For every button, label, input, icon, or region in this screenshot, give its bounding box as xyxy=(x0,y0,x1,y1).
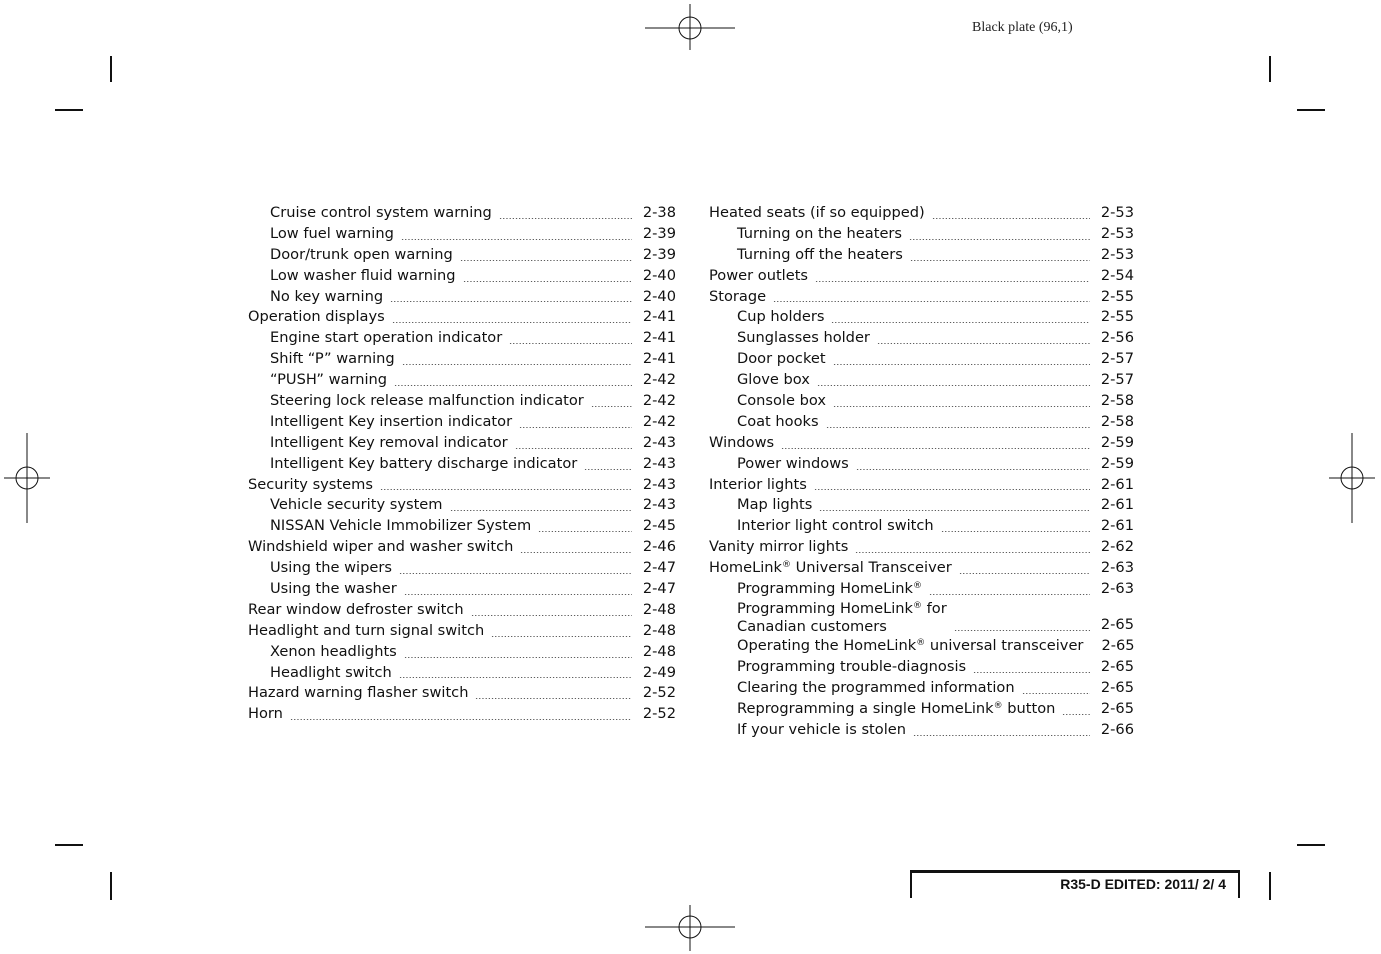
toc-entry-title: Interior lights xyxy=(709,475,807,493)
toc-page-number: 2-55 xyxy=(1100,308,1134,326)
toc-entry[interactable] xyxy=(248,704,676,725)
registration-mark-icon xyxy=(645,905,735,951)
toc-page-number: 2-52 xyxy=(642,705,676,723)
toc-page-number: 2-65 xyxy=(1101,637,1135,655)
toc-entry[interactable] xyxy=(709,245,1134,266)
toc-entry-title: NISSAN Vehicle Immobilizer System xyxy=(270,517,532,535)
toc-entry[interactable] xyxy=(248,307,676,328)
toc-entry[interactable] xyxy=(709,328,1134,349)
dot-leader xyxy=(833,364,1090,365)
dot-leader xyxy=(954,630,1090,631)
toc-entry-title: Using the washer xyxy=(270,580,397,598)
toc-page-number: 2-43 xyxy=(642,496,676,514)
toc-page-number: 2-48 xyxy=(642,600,676,618)
dot-leader xyxy=(959,573,1090,574)
dot-leader xyxy=(833,406,1090,407)
toc-entry[interactable] xyxy=(248,621,676,642)
toc-entry[interactable] xyxy=(709,287,1134,308)
toc-entry-title: Operation displays xyxy=(248,308,385,326)
crop-mark xyxy=(110,56,112,82)
dot-leader xyxy=(584,469,632,470)
toc-entry[interactable] xyxy=(248,579,676,600)
toc-entry-title: Security systems xyxy=(248,475,373,493)
dot-leader xyxy=(399,573,632,574)
toc-entry-title: Hazard warning flasher switch xyxy=(248,684,469,702)
crop-mark xyxy=(1269,872,1271,900)
toc-right-column xyxy=(709,203,1134,741)
toc-entry[interactable] xyxy=(709,657,1134,678)
toc-entry[interactable] xyxy=(248,516,676,537)
toc-page-number: 2-63 xyxy=(1100,580,1134,598)
dot-leader xyxy=(1062,714,1090,715)
crop-mark xyxy=(1297,844,1325,846)
toc-page-number: 2-65 xyxy=(1100,679,1134,697)
dot-leader xyxy=(520,552,631,553)
toc-entry-title: Steering lock release malfunction indicator xyxy=(270,392,584,410)
toc-entry[interactable] xyxy=(709,307,1134,328)
toc-entry-title: Vanity mirror lights xyxy=(709,538,849,556)
toc-entry-title: Windows xyxy=(709,433,775,451)
toc-entry[interactable] xyxy=(248,245,676,266)
dot-leader xyxy=(475,698,631,699)
toc-entry-title: Power outlets xyxy=(709,266,809,284)
dot-leader xyxy=(1022,693,1090,694)
toc-page-number: 2-54 xyxy=(1100,266,1134,284)
toc-entry[interactable] xyxy=(709,495,1134,516)
edit-stamp: R35-D EDITED: 2011/ 2/ 4 xyxy=(910,870,1240,898)
toc-page-number: 2-46 xyxy=(642,538,676,556)
toc-page-number: 2-41 xyxy=(642,350,676,368)
toc-page-number: 2-59 xyxy=(1100,433,1134,451)
toc-entry[interactable] xyxy=(248,224,676,245)
toc-entry-title: Intelligent Key removal indicator xyxy=(270,433,508,451)
toc-entry[interactable] xyxy=(709,370,1134,391)
toc-page-number: 2-65 xyxy=(1100,700,1134,717)
toc-page-number: 2-45 xyxy=(642,517,676,535)
toc-page-number: 2-65 xyxy=(1100,658,1134,676)
toc-page-number: 2-43 xyxy=(642,433,676,451)
dot-leader xyxy=(399,677,632,678)
toc-entry[interactable] xyxy=(248,287,676,308)
registration-mark-icon xyxy=(1329,433,1375,523)
dot-leader xyxy=(855,552,1090,553)
dot-leader xyxy=(538,531,632,532)
dot-leader xyxy=(856,469,1090,470)
toc-page-number: 2-62 xyxy=(1100,538,1134,556)
toc-entry-title: Sunglasses holder xyxy=(737,329,870,347)
toc-entry[interactable] xyxy=(709,558,1134,579)
toc-entry[interactable] xyxy=(248,203,676,224)
toc-entry[interactable] xyxy=(248,495,676,516)
toc-page-number: 2-43 xyxy=(642,454,676,472)
dot-leader xyxy=(404,657,632,658)
toc-page-number: 2-57 xyxy=(1100,350,1134,368)
dot-leader xyxy=(463,281,632,282)
toc-entry[interactable] xyxy=(248,537,676,558)
toc-entry-title: Cruise control system warning xyxy=(270,204,492,221)
toc-entry[interactable] xyxy=(248,370,676,391)
toc-entry-title: Rear window defroster switch xyxy=(248,600,464,618)
dot-leader xyxy=(909,239,1090,240)
dot-leader xyxy=(773,301,1090,302)
dot-leader xyxy=(913,735,1090,736)
toc-entry-title: Power windows xyxy=(737,454,849,472)
toc-entry-title: Shift “P” warning xyxy=(270,350,395,368)
toc-entry-title: Reprogramming a single HomeLink® button xyxy=(737,700,1056,717)
toc-page-number: 2-41 xyxy=(642,329,676,347)
toc-entry[interactable] xyxy=(709,454,1134,475)
dot-leader xyxy=(781,448,1090,449)
toc-left-column xyxy=(248,203,676,725)
toc-page-number: 2-49 xyxy=(642,663,676,681)
crop-mark xyxy=(55,109,83,111)
toc-entry-title: Storage xyxy=(709,287,767,305)
toc-entry[interactable] xyxy=(709,224,1134,245)
crop-mark xyxy=(55,844,83,846)
toc-page-number: 2-66 xyxy=(1100,720,1134,738)
toc-entry-title: Xenon headlights xyxy=(270,642,397,660)
toc-entry[interactable] xyxy=(248,475,676,496)
dot-leader xyxy=(819,510,1089,511)
toc-entry-title: Interior light control switch xyxy=(737,517,934,535)
dot-leader xyxy=(380,489,632,490)
toc-entry-title: Console box xyxy=(737,392,826,410)
toc-page-number: 2-57 xyxy=(1100,371,1134,389)
toc-page-number: 2-47 xyxy=(642,580,676,598)
dot-leader xyxy=(826,427,1090,428)
toc-entry[interactable] xyxy=(248,349,676,370)
toc-entry[interactable] xyxy=(248,433,676,454)
dot-leader xyxy=(815,281,1090,282)
toc-entry[interactable] xyxy=(248,558,676,579)
toc-entry[interactable] xyxy=(248,412,676,433)
toc-entry-title: Programming HomeLink® xyxy=(737,580,922,598)
toc-entry-title: Door/trunk open warning xyxy=(270,245,453,263)
toc-entry-title: Horn xyxy=(248,705,283,723)
toc-entry-title: Vehicle security system xyxy=(270,496,443,514)
toc-page-number: 2-53 xyxy=(1100,245,1134,263)
toc-page-number: 2-39 xyxy=(642,224,676,242)
toc-entry-title: Windshield wiper and washer switch xyxy=(248,538,514,556)
dot-leader xyxy=(402,364,632,365)
toc-entry[interactable] xyxy=(248,642,676,663)
toc-entry[interactable] xyxy=(248,454,676,475)
dot-leader xyxy=(932,218,1090,219)
toc-page-number: 2-61 xyxy=(1100,517,1134,535)
toc-entry[interactable] xyxy=(709,391,1134,412)
toc-page-number: 2-59 xyxy=(1100,454,1134,472)
toc-entry[interactable] xyxy=(248,391,676,412)
toc-entry[interactable] xyxy=(248,600,676,621)
registration-mark-icon xyxy=(4,433,50,523)
dot-leader xyxy=(404,594,632,595)
dot-leader xyxy=(831,322,1089,323)
toc-page-number: 2-55 xyxy=(1100,287,1134,305)
dot-leader xyxy=(390,301,632,302)
toc-entry-title: Programming trouble-diagnosis xyxy=(737,658,967,676)
toc-entry-title: Cup holders xyxy=(737,308,825,326)
toc-page-number: 2-56 xyxy=(1100,329,1134,347)
toc-entry-title: Turning off the heaters xyxy=(737,245,903,263)
toc-entry-title: Heated seats (if so equipped) xyxy=(709,204,925,221)
toc-page-number: 2-48 xyxy=(642,621,676,639)
toc-entry-title: “PUSH” warning xyxy=(270,371,388,389)
crop-mark xyxy=(1269,56,1271,82)
dot-leader xyxy=(499,218,632,219)
toc-page-number: 2-42 xyxy=(642,412,676,430)
dot-leader xyxy=(941,531,1090,532)
dot-leader xyxy=(877,343,1090,344)
toc-entry[interactable] xyxy=(248,663,676,684)
toc-page-number: 2-39 xyxy=(642,245,676,263)
toc-entry-title: If your vehicle is stolen xyxy=(737,720,906,738)
toc-entry-title: Intelligent Key insertion indicator xyxy=(270,412,513,430)
toc-entry-title: Glove box xyxy=(737,371,810,389)
dot-leader xyxy=(973,672,1090,673)
toc-page-number: 2-58 xyxy=(1100,412,1134,430)
dot-leader xyxy=(394,385,632,386)
toc-entry-title: Coat hooks xyxy=(737,412,819,430)
toc-entry[interactable] xyxy=(709,433,1134,454)
toc-entry-title: Operating the HomeLink® universal transceiver xyxy=(737,637,1084,655)
dot-leader xyxy=(929,594,1090,595)
toc-entry-title: Map lights xyxy=(737,496,813,514)
toc-page-number: 2-53 xyxy=(1100,224,1134,242)
dot-leader xyxy=(471,615,632,616)
toc-entry-title: Headlight switch xyxy=(270,663,392,681)
registration-mark-icon xyxy=(645,4,735,50)
dot-leader xyxy=(519,427,632,428)
toc-entry-title: HomeLink® Universal Transceiver xyxy=(709,559,952,577)
toc-page-number: 2-47 xyxy=(642,559,676,577)
toc-entry-title: Engine start operation indicator xyxy=(270,329,503,347)
toc-entry[interactable] xyxy=(709,720,1134,741)
dot-leader xyxy=(515,448,632,449)
toc-entry[interactable] xyxy=(709,516,1134,537)
toc-entry[interactable] xyxy=(248,328,676,349)
toc-page-number: 2-63 xyxy=(1100,559,1134,577)
toc-entry[interactable] xyxy=(709,600,1134,636)
dot-leader xyxy=(509,343,632,344)
dot-leader xyxy=(460,260,632,261)
plate-label: Black plate (96,1) xyxy=(972,20,1073,35)
dot-leader xyxy=(817,385,1090,386)
dot-leader xyxy=(491,636,632,637)
toc-entry[interactable] xyxy=(709,579,1134,600)
toc-entry[interactable] xyxy=(709,349,1134,370)
toc-page-number: 2-61 xyxy=(1100,475,1134,493)
toc-page-number: 2-65 xyxy=(1100,616,1134,634)
toc-page-number: 2-52 xyxy=(642,684,676,702)
toc-page-number: 2-61 xyxy=(1100,496,1134,514)
toc-entry-title: Using the wipers xyxy=(270,559,392,577)
toc-entry-title: Turning on the heaters xyxy=(737,224,903,242)
toc-page-number: 2-41 xyxy=(642,308,676,326)
toc-page-number: 2-42 xyxy=(642,371,676,389)
toc-page-number: 2-40 xyxy=(642,266,676,284)
toc-entry[interactable] xyxy=(709,266,1134,287)
toc-page-number: 2-43 xyxy=(642,475,676,493)
toc-entry-title: Programming HomeLink® for Canadian customers xyxy=(737,599,947,636)
crop-mark xyxy=(110,872,112,900)
dot-leader xyxy=(910,260,1090,261)
toc-page-number: 2-58 xyxy=(1100,392,1134,410)
toc-entry[interactable] xyxy=(709,678,1134,699)
toc-entry[interactable] xyxy=(709,412,1134,433)
toc-entry[interactable] xyxy=(709,636,1134,657)
toc-page-number: 2-53 xyxy=(1100,204,1134,221)
toc-entry-title: No key warning xyxy=(270,287,384,305)
dot-leader xyxy=(392,322,632,323)
toc-entry-title: Clearing the programmed information xyxy=(737,679,1015,697)
dot-leader xyxy=(814,489,1090,490)
toc-entry-title: Door pocket xyxy=(737,350,826,368)
toc-page-number: 2-48 xyxy=(642,642,676,660)
toc-entry[interactable] xyxy=(248,683,676,704)
toc-page-number: 2-42 xyxy=(642,392,676,410)
toc-entry[interactable] xyxy=(709,699,1134,720)
dot-leader xyxy=(591,406,632,407)
toc-entry[interactable] xyxy=(709,203,1134,224)
toc-entry-title: Low fuel warning xyxy=(270,224,394,242)
toc-entry[interactable] xyxy=(248,266,676,287)
dot-leader xyxy=(450,510,632,511)
toc-page-number: 2-38 xyxy=(642,204,676,221)
crop-mark xyxy=(1297,109,1325,111)
dot-leader xyxy=(401,239,632,240)
toc-entry-title: Intelligent Key battery discharge indicator xyxy=(270,454,578,472)
toc-entry-title: Headlight and turn signal switch xyxy=(248,621,485,639)
dot-leader xyxy=(290,719,632,720)
toc-entry-title: Low washer fluid warning xyxy=(270,266,456,284)
toc-entry[interactable] xyxy=(709,537,1134,558)
toc-page-number: 2-40 xyxy=(642,287,676,305)
toc-entry[interactable] xyxy=(709,475,1134,496)
